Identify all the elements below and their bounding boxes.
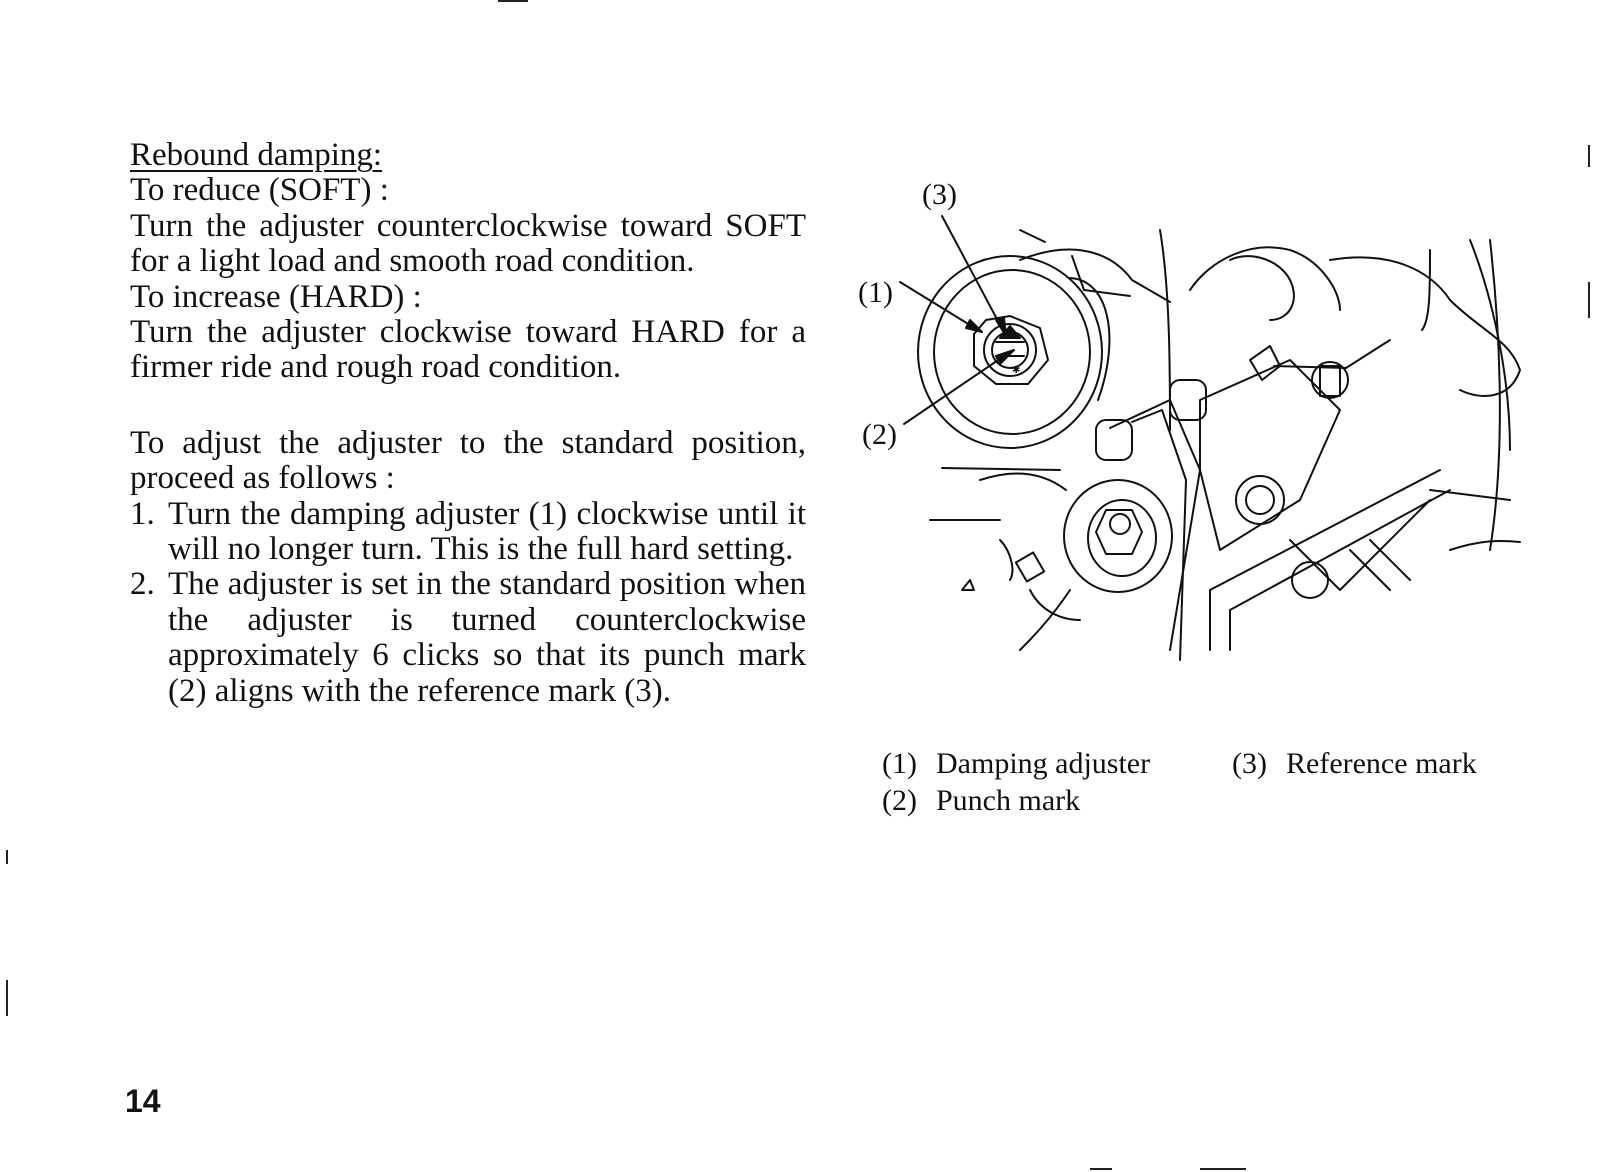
callout-2-label: (2) <box>862 418 897 451</box>
step-number: 1. <box>130 495 155 532</box>
callout-1-label: (1) <box>858 276 893 309</box>
step-number: 2. <box>130 566 155 603</box>
procedure-steps <box>130 497 806 709</box>
legend-item <box>1232 745 1477 782</box>
step-text: The adjuster is set in the standard position when the adjuster is turned counterclockwise approximately 6 clicks so that its punch mark (2) aligns with the reference mark (3). <box>168 566 806 709</box>
soft-instruction: Turn the adjuster counterclockwise toward SOFT for a light load and smooth road condition. <box>130 207 806 280</box>
procedure-step <box>130 497 806 568</box>
adjuster-illustration <box>858 170 1560 690</box>
callout-3-label: (3) <box>922 178 957 211</box>
scan-edge-mark <box>1090 1168 1112 1170</box>
damping-adjuster-assembly <box>918 256 1109 448</box>
legend-item <box>882 782 1080 819</box>
legend-number: (2) <box>882 784 917 817</box>
leader-lines <box>900 216 1014 424</box>
scan-edge-mark <box>6 980 8 1016</box>
page-number: 14 <box>125 1083 161 1119</box>
figure-legend <box>882 745 1562 825</box>
hard-instruction: Turn the adjuster clockwise toward HARD for a firmer ride and rough road condition. <box>130 314 806 386</box>
scan-edge-mark <box>1588 282 1590 318</box>
legend-label: Damping adjuster <box>936 747 1151 780</box>
scan-edge-mark <box>1588 145 1590 167</box>
instruction-text-column <box>130 138 806 709</box>
procedure-step <box>130 567 806 709</box>
adjuster-marking: ✱ <box>1012 365 1021 376</box>
legend-item <box>882 745 1150 782</box>
hard-label: To increase (HARD) : <box>130 278 422 315</box>
scan-edge-mark <box>6 850 8 864</box>
scan-edge-mark <box>498 0 528 2</box>
scan-edge-mark <box>1200 1168 1246 1170</box>
lower-mount <box>930 468 1172 650</box>
legend-label: Reference mark <box>1286 747 1477 780</box>
rear-shock-line-drawing <box>858 170 1560 690</box>
legend-label: Punch mark <box>936 784 1081 817</box>
step-text: Turn the damping adjuster (1) clockwise until it will no longer turn. This is the full hard setting. <box>168 495 806 568</box>
section-heading: Rebound damping: <box>130 137 383 173</box>
legend-number: (1) <box>882 747 917 780</box>
shock-absorber-body <box>1096 340 1390 660</box>
soft-label: To reduce (SOFT) : <box>130 172 389 209</box>
legend-number: (3) <box>1232 747 1267 780</box>
lower-frame-members <box>1210 470 1520 650</box>
standard-position-intro: To adjust the adjuster to the standard position, proceed as follows : <box>130 424 806 497</box>
